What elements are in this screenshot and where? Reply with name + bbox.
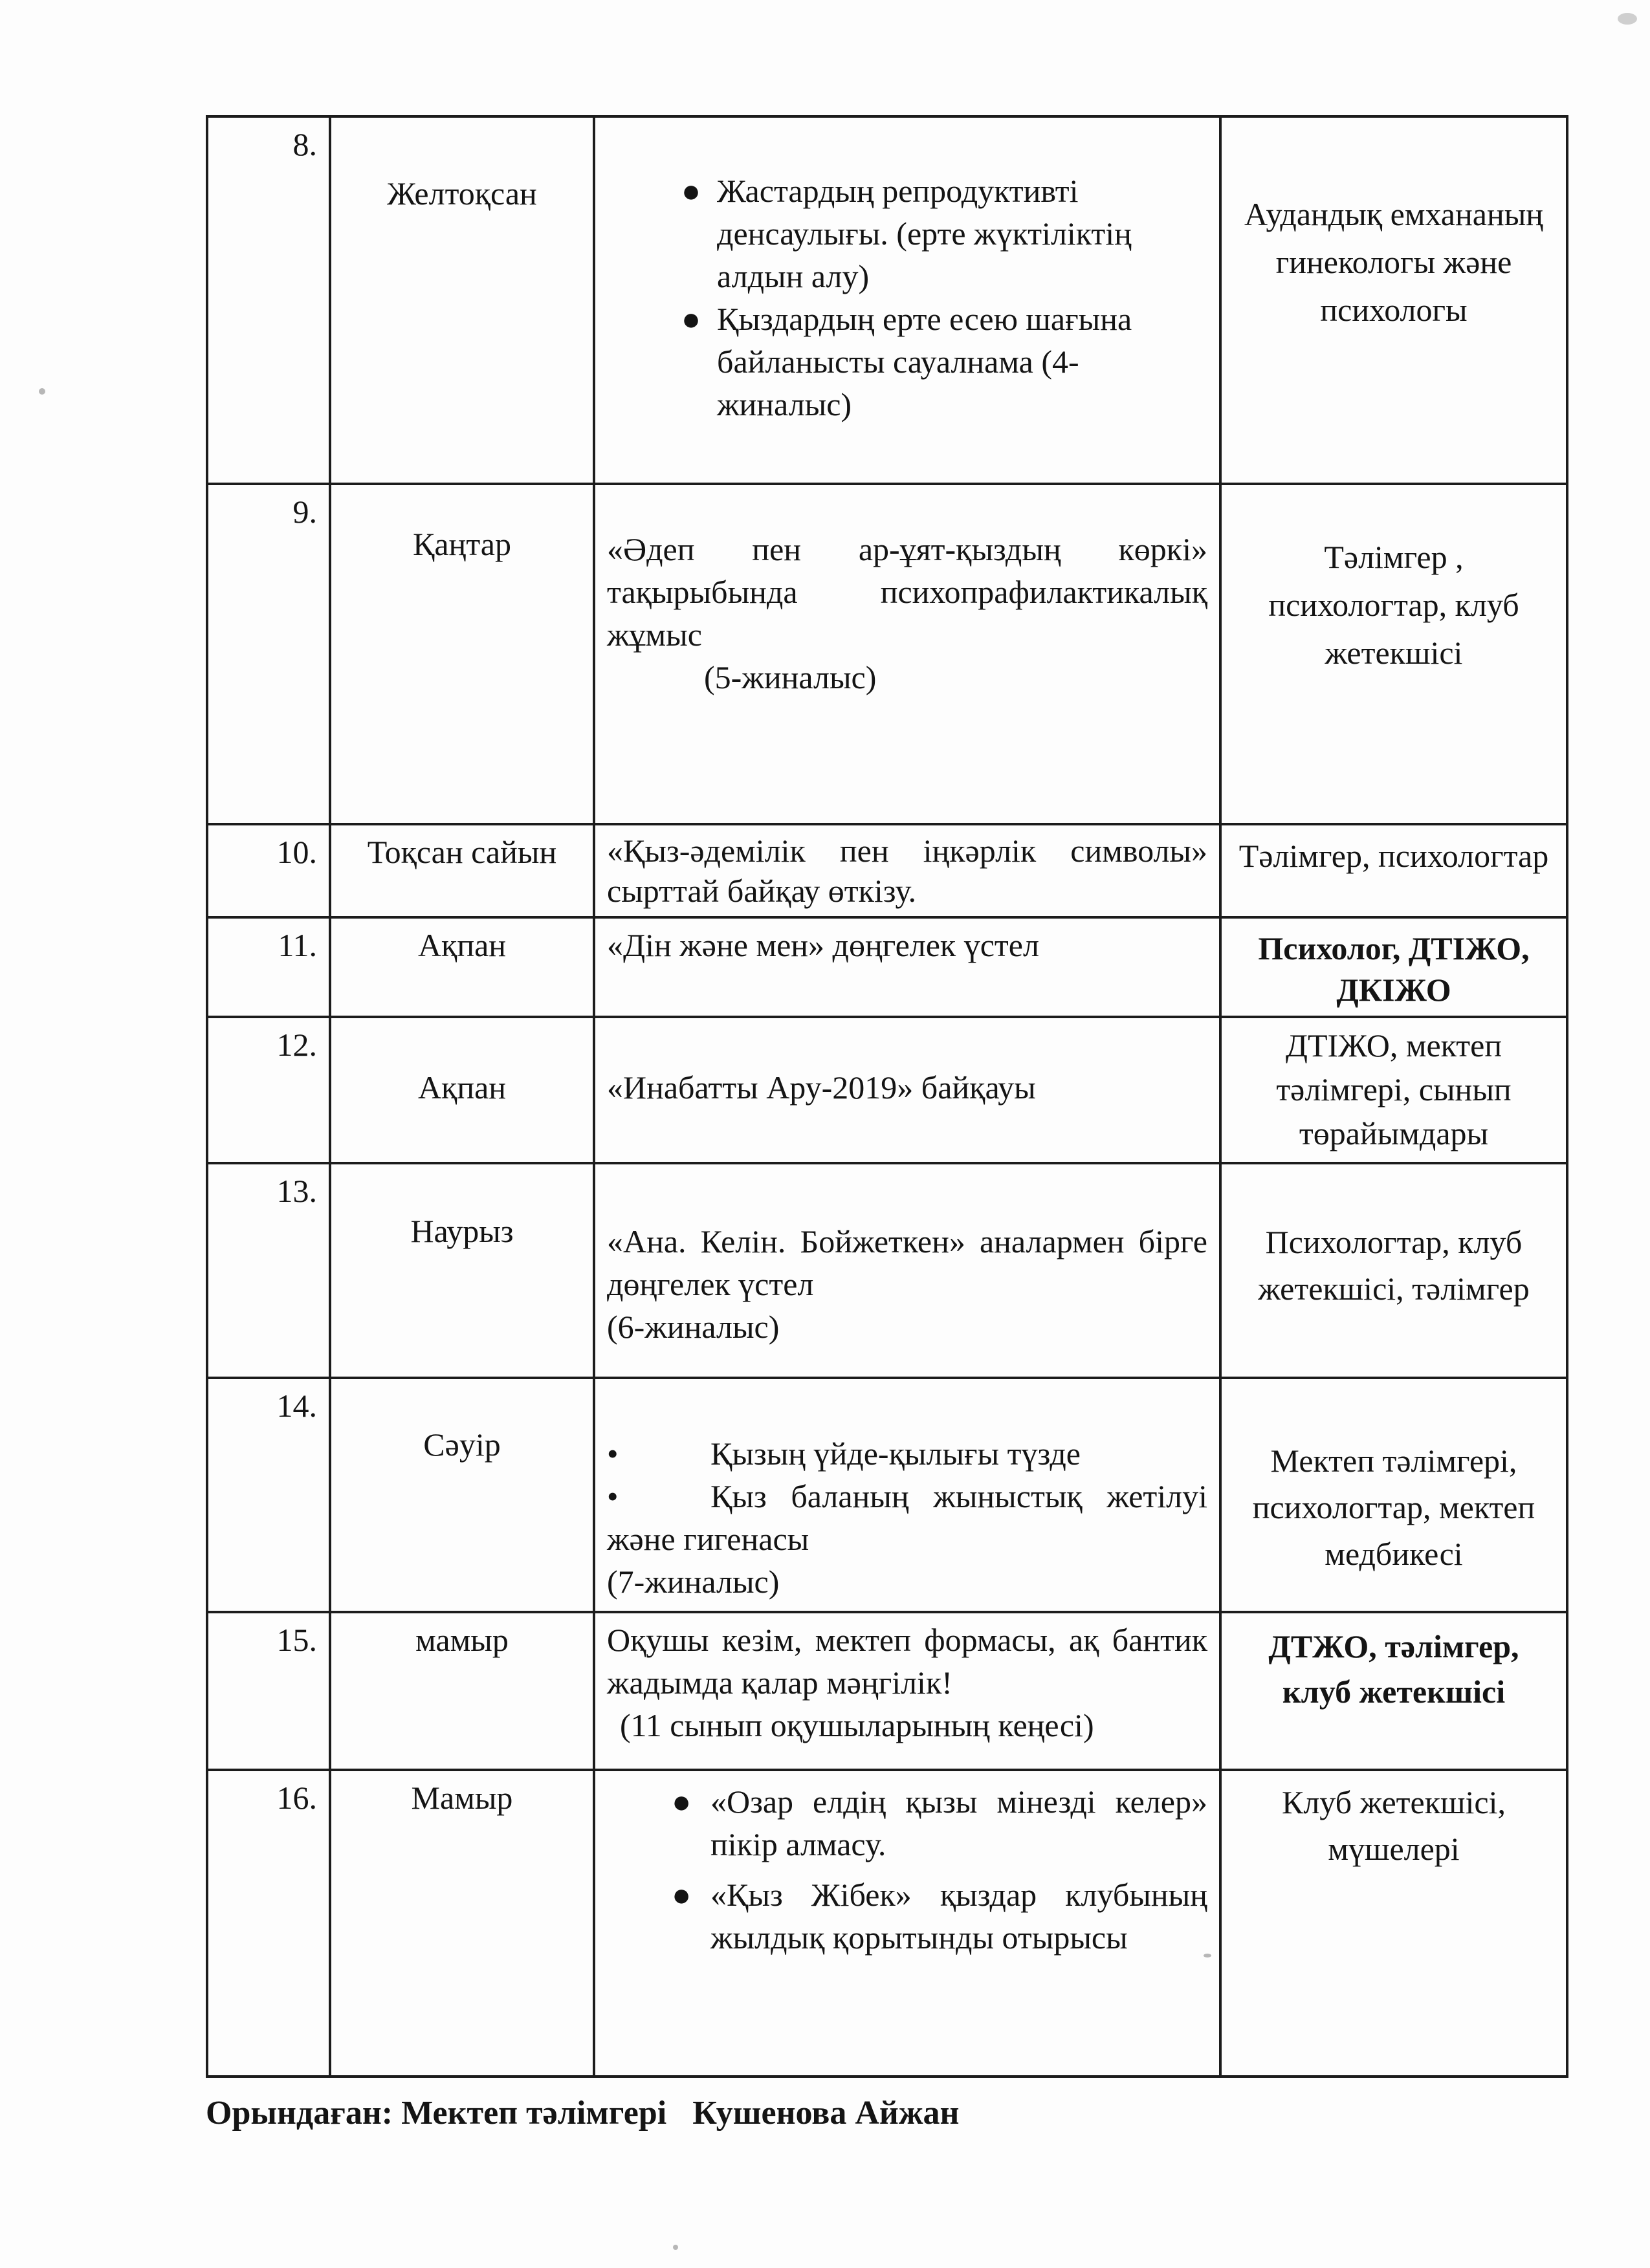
event-cell: [594, 1770, 1220, 2077]
event-cell: [594, 1163, 1220, 1378]
event-cell: [594, 1612, 1220, 1770]
responsible-text: Мектеп тәлімгері, психологтар, мектеп медбикесі: [1252, 1443, 1535, 1572]
event-cell: [594, 1017, 1220, 1163]
council-note: (11 сынып оқушыларының кеңесі): [620, 1707, 1094, 1743]
bullet-icon: •: [607, 1435, 619, 1472]
responsible-text: Тәлімгер , психологтар, клуб жетекшісі: [1268, 539, 1519, 671]
month-label: Ақпан: [417, 927, 507, 963]
responsible-text: Психологтар, клуб жетекшісі, тәлімгер: [1258, 1224, 1530, 1307]
row-number: 12.: [207, 1017, 330, 1163]
responsible-text: ДТЖО, тәлімгер, клуб жетекшісі: [1268, 1628, 1519, 1710]
event-list: [607, 1432, 1207, 1560]
responsible-cell: [1220, 1612, 1567, 1770]
scan-speck: [673, 2245, 678, 2250]
row-number: 11.: [207, 917, 330, 1017]
month-cell: [330, 1612, 594, 1770]
month-cell: [330, 824, 594, 917]
responsible-text: Тәлімгер, психологтар: [1238, 838, 1549, 874]
scan-speck: [1618, 13, 1637, 25]
list-item: ● Қыздардың ерте есею шағына байланысты сауалнама (4-жиналыс): [717, 298, 1207, 426]
list-item: ● «Қыз Жібек» қыздар клубының жылдық қорытынды отырысы: [710, 1873, 1207, 1959]
row-number: 16.: [207, 1770, 330, 2077]
table-row: [207, 1612, 1567, 1770]
month-cell: [330, 484, 594, 824]
meeting-note: (5-жиналыс): [704, 659, 877, 695]
event-list: [607, 1780, 1207, 1959]
meeting-note: (6-жиналыс): [607, 1309, 780, 1345]
list-item: ● Жастардың репродуктивті денсаулығы. (ерте жүктіліктің алдын алу): [717, 169, 1207, 298]
event-text: «Ана. Келін. Бойжеткен» аналармен бірге дөңгелек үстел: [607, 1223, 1207, 1302]
bullet-icon: ●: [672, 1877, 692, 1913]
event-text: Оқушы кезім, мектеп формасы, ақ бантик жадымда қалар мәңгілік!: [607, 1622, 1207, 1701]
month-label: Мамыр: [411, 1780, 513, 1816]
table-row: [207, 824, 1567, 917]
table-row: [207, 917, 1567, 1017]
bullet-icon: ●: [672, 1783, 692, 1820]
meeting-note: (7-жиналыс): [607, 1564, 780, 1600]
row-number: 9.: [207, 484, 330, 824]
responsible-text: Клуб жетекшісі, мүшелері: [1282, 1784, 1506, 1867]
row-number: 10.: [207, 824, 330, 917]
list-item: • Қыз баланың жыныстық жетілуі және гигенасы: [607, 1475, 1207, 1560]
month-cell: [330, 1163, 594, 1378]
table-row: [207, 1770, 1567, 2077]
signer-name: Кушенова Айжан: [692, 2095, 960, 2132]
responsible-text: ДТІЖО, мектеп тәлімгері, сынып төрайымдары: [1276, 1027, 1512, 1151]
event-plan-table: [206, 115, 1568, 2078]
month-cell: [330, 1017, 594, 1163]
row-number: 15.: [207, 1612, 330, 1770]
table-row: [207, 1017, 1567, 1163]
month-cell: [330, 1770, 594, 2077]
month-cell: [330, 116, 594, 484]
event-text: «Инабатты Ару-2019» байқауы: [607, 1069, 1036, 1106]
month-cell: [330, 1378, 594, 1612]
month-label: Желтоқсан: [387, 175, 537, 212]
bullet-icon: ●: [681, 173, 701, 209]
responsible-cell: [1220, 116, 1567, 484]
responsible-cell: [1220, 1163, 1567, 1378]
month-label: Тоқсан сайын: [367, 834, 557, 870]
row-number: 13.: [207, 1163, 330, 1378]
responsible-cell: [1220, 917, 1567, 1017]
table-row: [207, 1378, 1567, 1612]
event-cell: [594, 824, 1220, 917]
scan-speck: [1204, 1954, 1211, 1957]
event-cell: [594, 116, 1220, 484]
responsible-text: Аудандық емхананың гинекологы және психологы: [1244, 196, 1544, 328]
table-row: [207, 116, 1567, 484]
list-item: • Қызың үйде-қылығы түзде: [607, 1432, 1207, 1475]
responsible-cell: [1220, 1017, 1567, 1163]
responsible-cell: [1220, 1770, 1567, 2077]
row-number: 8.: [207, 116, 330, 484]
signer-role: Орындаған: Мектеп тәлімгері: [206, 2095, 667, 2132]
event-list: [607, 169, 1207, 426]
event-cell: [594, 484, 1220, 824]
event-cell: [594, 1378, 1220, 1612]
bullet-icon: ●: [681, 301, 701, 337]
event-text: «Әдеп пен ар-ұят-қыздың көркі» тақырыбында психопрафилактикалық жұмыс: [607, 531, 1207, 653]
table-row: [207, 484, 1567, 824]
scan-speck: [39, 388, 45, 395]
list-item: ● «Озар елдің қызы мінезді келер» пікір алмасу.: [710, 1780, 1207, 1866]
responsible-cell: [1220, 824, 1567, 917]
event-cell: [594, 917, 1220, 1017]
row-number: 14.: [207, 1378, 330, 1612]
month-cell: [330, 917, 594, 1017]
event-text: «Қыз-әдемілік пен іңкәрлік символы» сырттай байқау өткізу.: [607, 833, 1207, 909]
month-label: мамыр: [415, 1622, 509, 1658]
responsible-cell: [1220, 484, 1567, 824]
month-label: Қаңтар: [413, 526, 511, 562]
month-label: Наурыз: [410, 1213, 514, 1249]
bullet-icon: •: [607, 1478, 619, 1514]
event-text: «Дін және мен» дөңгелек үстел: [607, 927, 1039, 963]
responsible-cell: [1220, 1378, 1567, 1612]
table-row: [207, 1163, 1567, 1378]
responsible-text: Психолог, ДТІЖО, ДКІЖО: [1258, 930, 1530, 1008]
month-label: Ақпан: [417, 1069, 507, 1106]
month-label: Сәуір: [423, 1426, 501, 1463]
signature-line: [206, 2093, 1435, 2134]
